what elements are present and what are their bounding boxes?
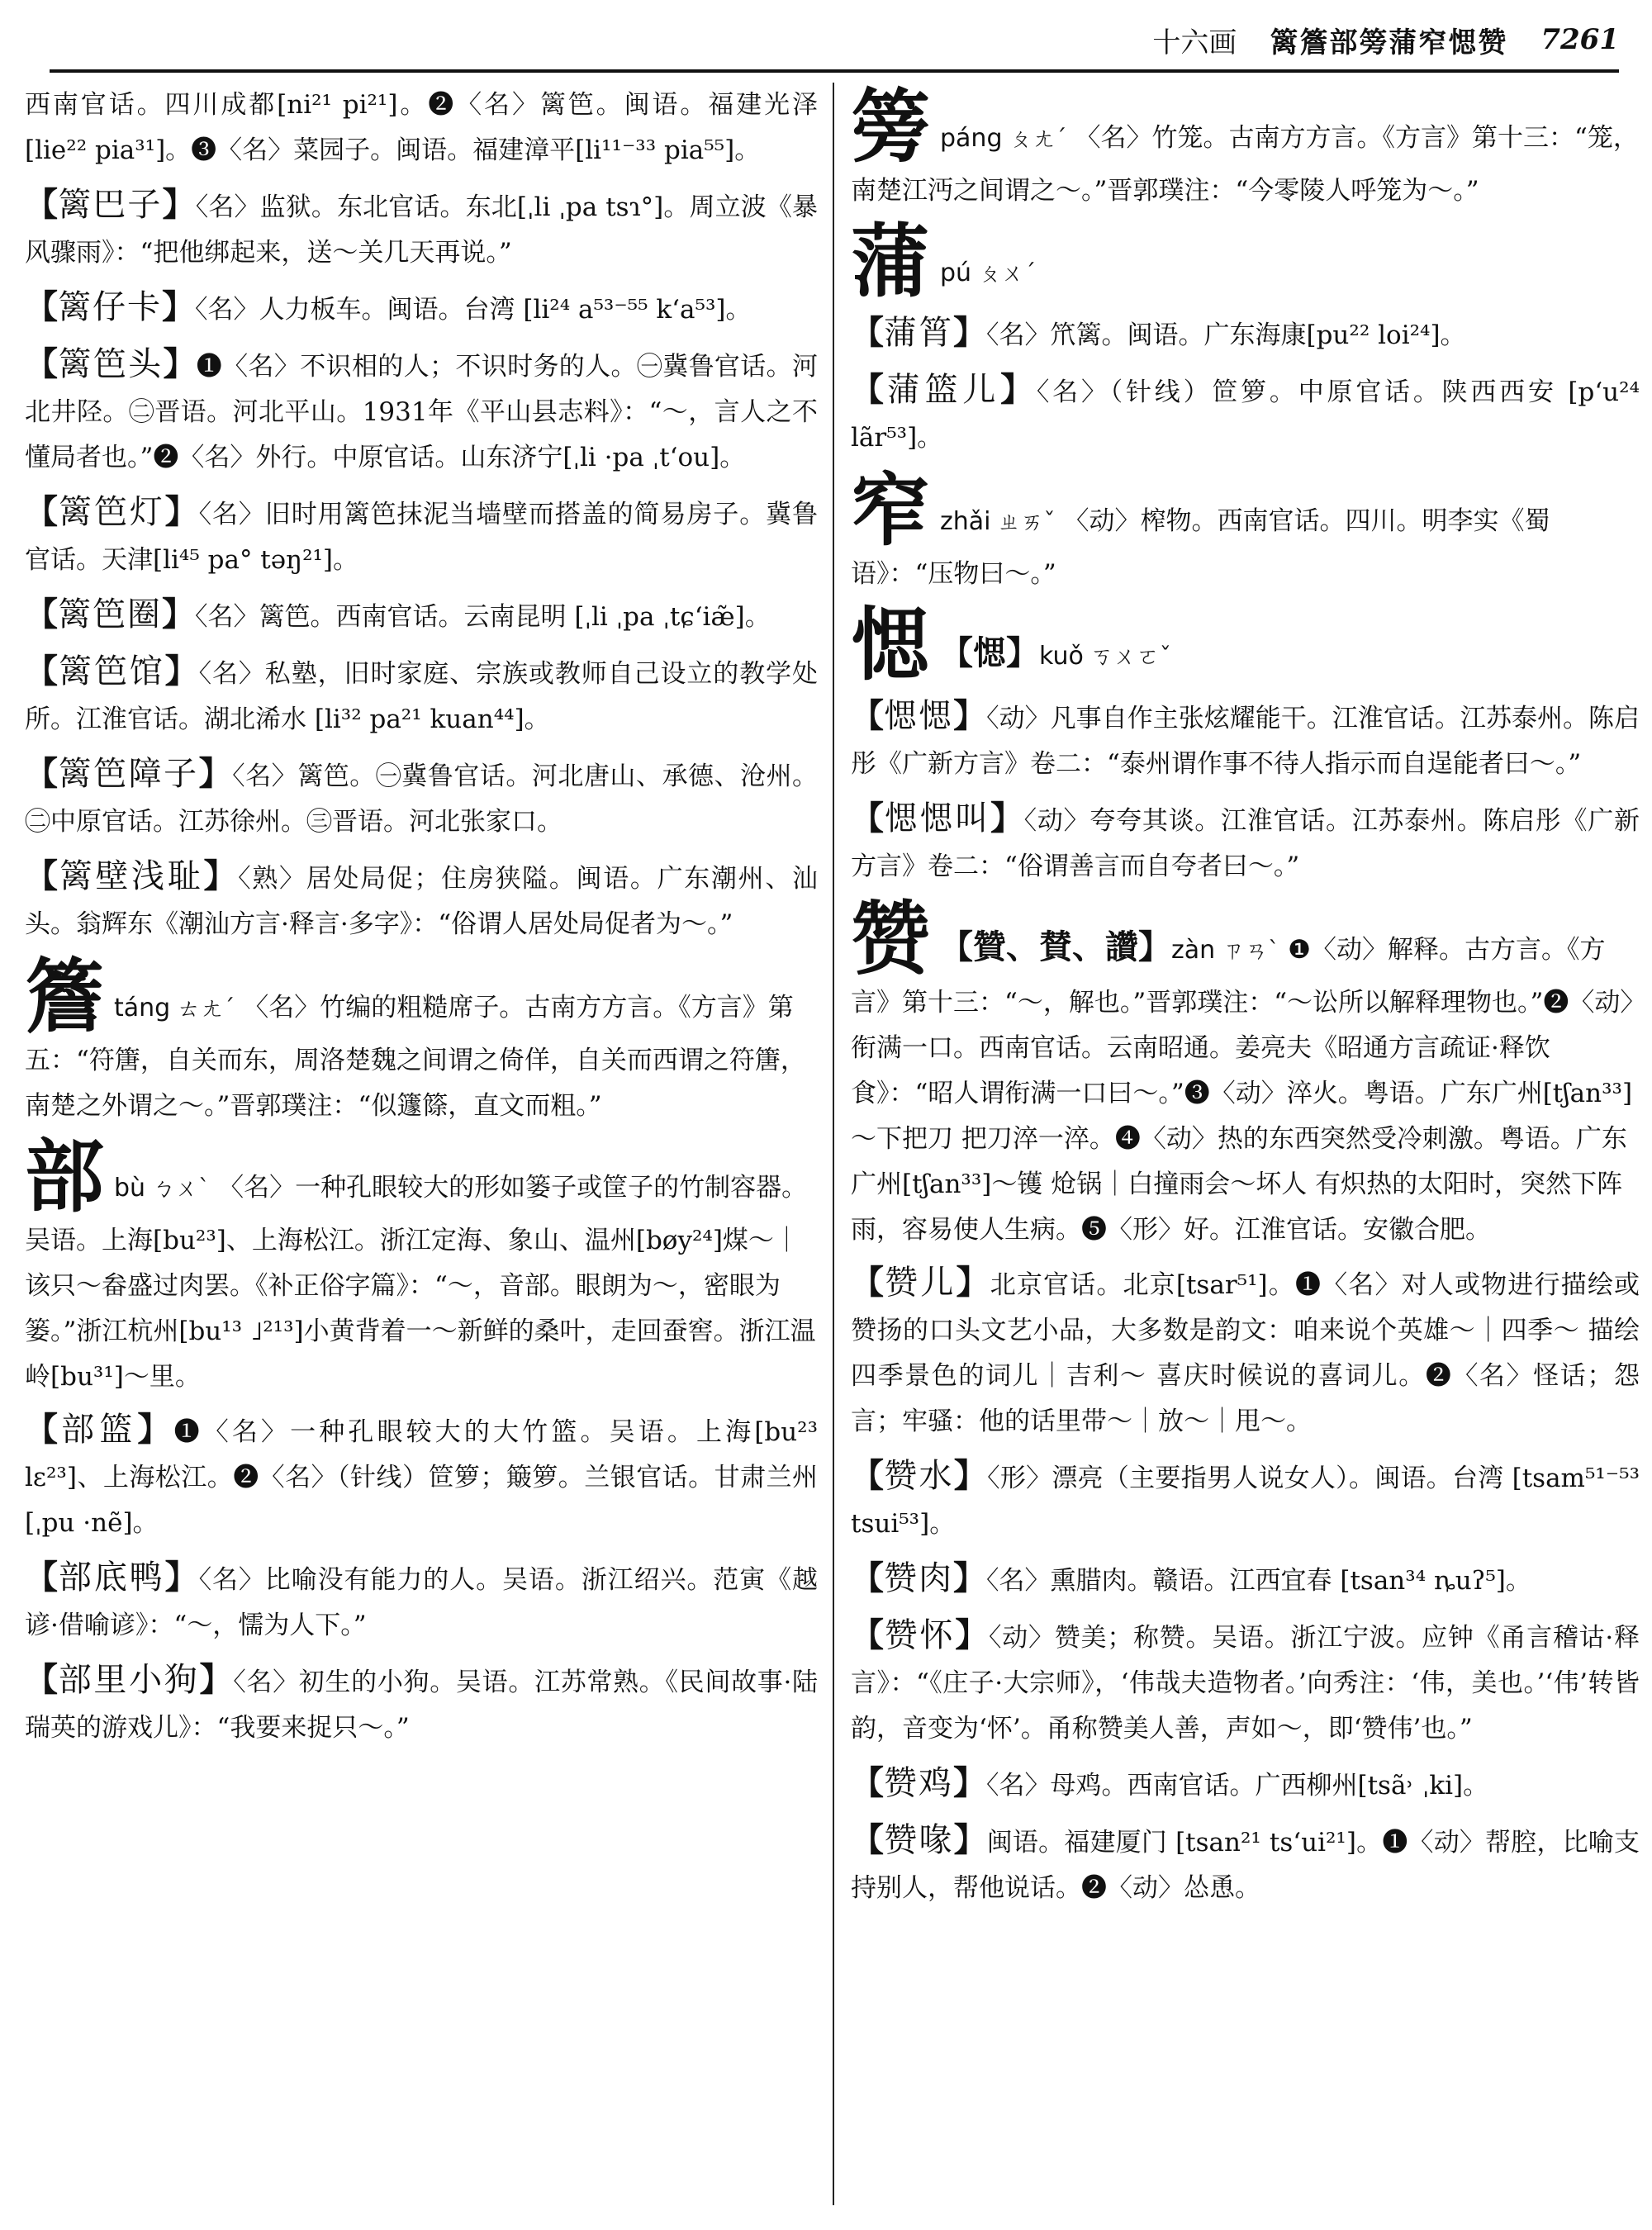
variant-forms: 【愢】 — [940, 633, 1039, 672]
head-character: 赞 — [851, 892, 930, 985]
definition-text: 〈名〉笊篱。闽语。广东海康[pu²² loi²⁴]。 — [986, 320, 1466, 350]
right-bracket: 】 — [164, 492, 199, 531]
dictionary-entry — [25, 284, 818, 333]
entry-headword: 赞肉 — [884, 1559, 953, 1597]
left-bracket: 【 — [25, 595, 58, 633]
definition-text: 〈名〉一种孔眼较大的形如篓子或筐子的竹制容器。吴语。上海[bu²³]、上海松江。浙江定海、象山、温州[bøy²⁴]煤～｜该只～畚盛过肉罢。《补正俗字篇》：“～，音部。眼朗为～，密眼为篓。”浙江杭州[bu¹³ ˩²¹³]小黄背着一～新鲜的桑叶，走回蚕窖。浙江温岭[bu³¹]～里。 — [25, 1173, 816, 1392]
dictionary-entry — [851, 693, 1640, 787]
entry-headword: 蒲筲 — [884, 314, 953, 352]
character-entry — [851, 892, 1640, 1253]
definition-text: 〈名〉监狱。东北官话。东北[ˌli ˌpa tsɿ°]。周立波《暴风骤雨》：“把他绑起来，送～关几天再说。” — [25, 192, 819, 268]
dictionary-entry — [851, 1260, 1640, 1445]
left-bracket: 【 — [851, 1456, 885, 1495]
right-bracket: 】 — [953, 1820, 987, 1859]
left-bracket: 【 — [851, 313, 884, 352]
definition-text: 〈名〉初生的小狗。吴语。江苏常熟。《民间故事·陆瑞英的游戏儿》：“我要来捉只～。” — [25, 1668, 819, 1743]
left-bracket: 【 — [851, 799, 885, 837]
character-entry — [851, 463, 1640, 597]
dictionary-entry — [25, 1657, 818, 1751]
entry-headword: 部篮 — [61, 1411, 138, 1449]
left-bracket: 【 — [25, 344, 59, 383]
pinyin: táng — [114, 994, 171, 1022]
definition-text: 〈熟〉居处局促；住房狭隘。闽语。广东潮州、汕头。翁辉东《潮汕方言·释言·多字》：“俗谓人居处局促者为～。” — [25, 864, 819, 939]
stroke-section: 十六画 — [1152, 26, 1237, 59]
definition-text: 西南官话。四川成都[ni²¹ pi²¹]。❷〈名〉篱笆。闽语。福建光泽[lie²² pia³¹]。❸〈名〉菜园子。闽语。福建漳平[li¹¹⁻³³ pia⁵⁵]。 — [25, 90, 818, 165]
left-bracket: 【 — [851, 696, 885, 735]
definition-text: ❶〈名〉不识相的人；不识时务的人。㊀冀鲁官话。河北井陉。㊁晋语。河北平山。1931年《平山县志料》：“～，言人之不懂局者也。”❷〈名〉外行。中原官话。山东济宁[ˌli ·pa ˌtʻou]。 — [25, 352, 819, 472]
definition-text: 〈名〉篱笆。西南官话。云南昆明 [ˌli ˌpa ˌtɕʻiæ̃]。 — [195, 602, 771, 632]
dictionary-entry — [851, 367, 1640, 461]
zhuyin: ㄆㄤˊ — [1009, 125, 1067, 152]
right-bracket: 】 — [203, 856, 239, 895]
zhuyin: ㄓㄞˇ — [997, 508, 1056, 535]
pinyin: páng — [940, 124, 1003, 153]
left-bracket: 【 — [25, 185, 59, 224]
left-column — [25, 83, 818, 2213]
dictionary-entry — [851, 1555, 1640, 1604]
pinyin: zàn — [1171, 936, 1216, 965]
left-bracket: 【 — [851, 1616, 885, 1654]
entry-headword: 赞怀 — [884, 1616, 956, 1654]
head-character: 部 — [25, 1130, 104, 1223]
entry-headword: 篱笆馆 — [58, 652, 165, 690]
left-bracket: 【 — [25, 287, 58, 326]
head-character: 蒲 — [851, 215, 930, 308]
header-rule — [50, 69, 1619, 73]
head-character: 窄 — [851, 463, 930, 557]
right-bracket: 】 — [162, 287, 195, 326]
right-bracket: 】 — [199, 1660, 234, 1699]
left-bracket: 【 — [25, 492, 59, 531]
zhuyin: ㄎㄨㄛˇ — [1089, 643, 1171, 670]
definition-text: 〈动〉夸夸其谈。江淮官话。江苏泰州。陈启彤《广新方言》卷二：“俗谓善言而自夸者曰～。” — [851, 806, 1640, 881]
definition-text: 闽语。福建厦门 [tsan²¹ tsʻui²¹]。❶〈动〉帮腔，比喻支持别人，帮他说话。❷〈动〉怂恿。 — [851, 1828, 1640, 1903]
character-entry — [851, 598, 1640, 691]
entry-headword: 赞喙 — [884, 1821, 954, 1859]
character-entry — [851, 80, 1640, 214]
zhuyin: ㄅㄨˋ — [152, 1174, 211, 1202]
entry-headword: 赞鸡 — [884, 1764, 953, 1802]
right-bracket: 】 — [162, 185, 196, 224]
entry-headword: 篱笆圈 — [58, 595, 162, 633]
left-bracket: 【 — [25, 1660, 59, 1699]
character-entry — [851, 215, 1640, 308]
entry-headword: 蒲篮儿 — [886, 371, 1001, 409]
right-bracket: 】 — [953, 696, 987, 735]
left-bracket: 【 — [25, 1558, 59, 1597]
right-bracket: 】 — [198, 754, 233, 793]
definition-text: 〈名〉私塾，旧时家庭、宗族或教师自己设立的教学处所。江淮官话。湖北浠水 [li³² pa²¹ kuan⁴⁴]。 — [25, 659, 819, 734]
entry-headword: 赞儿 — [885, 1264, 957, 1302]
entry-headword: 部底鸭 — [58, 1559, 165, 1597]
dictionary-entry — [25, 751, 818, 845]
head-character: 愢 — [851, 598, 930, 691]
right-column — [851, 80, 1640, 2213]
pinyin: bù — [114, 1174, 146, 1203]
definition-text: 〈名〉竹编的粗糙席子。古南方方言。《方言》第五：“符篖，自关而东，周洛楚魏之间谓之倚佯，自关而西谓之符篖，南楚之外谓之～。”晋郭璞注：“似籧篨，直文而粗。” — [25, 993, 806, 1121]
dictionary-entry — [25, 648, 818, 743]
pinyin: zhǎi — [940, 507, 991, 536]
left-bracket: 【 — [25, 856, 59, 895]
variant-forms: 【贊、賛、讚】 — [940, 928, 1171, 966]
left-bracket: 【 — [25, 1410, 62, 1449]
entry-headword: 愢愢叫 — [884, 799, 990, 837]
dictionary-entry — [25, 591, 818, 640]
right-bracket: 】 — [953, 1559, 986, 1597]
left-bracket: 【 — [851, 1763, 884, 1802]
character-entry — [25, 950, 818, 1129]
zhuyin: ㄗㄢˋ — [1222, 937, 1280, 964]
dictionary-entry — [851, 795, 1640, 890]
entry-continuation — [25, 83, 818, 173]
definition-text: 〈名〉母鸡。西南官话。广西柳州[tsã˒ ˌki]。 — [986, 1771, 1489, 1801]
entry-headword: 篱笆头 — [58, 345, 164, 383]
page-header — [50, 15, 1619, 64]
definition-text: 〈动〉榨物。西南官话。四川。明李实《蜀语》：“压物曰～。” — [851, 506, 1550, 589]
definition-text: 〈名〉人力板车。闽语。台湾 [li²⁴ a⁵³⁻⁵⁵ kʻa⁵³]。 — [195, 295, 752, 325]
right-bracket: 】 — [990, 799, 1024, 837]
right-bracket: 】 — [162, 595, 195, 633]
head-character: 篣 — [851, 80, 930, 173]
dictionary-entry — [851, 1760, 1640, 1809]
zhuyin: ㄆㄨˊ — [978, 259, 1037, 287]
right-bracket: 】 — [163, 344, 197, 383]
entry-headword: 愢愢 — [884, 697, 954, 735]
left-bracket: 【 — [851, 1820, 885, 1859]
right-bracket: 】 — [953, 1763, 986, 1802]
dictionary-entry — [25, 1407, 818, 1546]
header-characters: 篱簷部篣蒲窄愢赞 — [1270, 26, 1508, 59]
head-character: 簷 — [25, 950, 104, 1043]
entry-headword: 赞水 — [884, 1457, 954, 1495]
definition-text: 〈名〉篱笆。㊀冀鲁官话。河北唐山、承德、沧州。㊁中原官话。江苏徐州。㊂晋语。河北张家口。 — [25, 762, 819, 837]
right-bracket: 】 — [137, 1410, 174, 1449]
entry-headword: 篱笆障子 — [58, 755, 199, 793]
dictionary-entry — [851, 310, 1640, 358]
definition-text: 〈名〉熏腊肉。赣语。江西宜春 [tsan³⁴ ȵuʔ⁵]。 — [986, 1566, 1531, 1596]
right-bracket: 】 — [953, 313, 986, 352]
definition-text: ❶〈名〉一种孔眼较大的大竹篮。吴语。上海[bu²³ lɛ²³]、上海松江。❷〈名〉（针线）笸箩；簸箩。兰银官话。甘肃兰州[ˌpu ·nẽ]。 — [25, 1417, 819, 1538]
right-bracket: 】 — [953, 1456, 988, 1495]
pinyin: pú — [940, 259, 972, 287]
right-bracket: 】 — [164, 652, 199, 690]
left-bracket: 【 — [25, 652, 59, 690]
dictionary-entry — [25, 182, 818, 276]
definition-text: 北京官话。北京[tsar⁵¹]。❶〈名〉对人或物进行描绘或赞扬的口头文艺小品，大多数是韵文：咱来说个英雄～｜四季～ 描绘四季景色的词儿｜吉利～ 喜庆时候说的喜词儿。❷〈名〉怪话；怨言；牢骚：他的话里带～｜放～｜甩～。 — [851, 1270, 1640, 1436]
character-entry — [25, 1130, 818, 1400]
definition-text: 〈名〉比喻没有能力的人。吴语。浙江绍兴。范寅《越谚·借喻谚》：“～，懦为人下。” — [25, 1565, 819, 1640]
dictionary-entry — [25, 853, 818, 947]
definition-text: 〈形〉漂亮（主要指男人说女人）。闽语。台湾 [tsam⁵¹⁻⁵³ tsui⁵³]。 — [851, 1464, 1640, 1539]
definition-text: 〈动〉凡事自作主张炫耀能干。江淮官话。江苏泰州。陈启彤《广新方言》卷二：“泰州谓作事不待人指示而自逞能者曰～。” — [851, 704, 1640, 779]
page-number: 7261 — [1540, 23, 1619, 56]
left-bracket: 【 — [851, 370, 887, 409]
left-bracket: 【 — [851, 1559, 884, 1597]
left-bracket: 【 — [25, 754, 59, 793]
entry-headword: 篱巴子 — [58, 186, 163, 224]
entry-headword: 篱仔卡 — [58, 288, 162, 326]
right-bracket: 】 — [164, 1558, 199, 1597]
dictionary-entry — [25, 341, 818, 481]
definition-text: 〈名〉竹笼。古南方方言。《方言》第十三：“笼，南楚江沔之间谓之～。”晋郭璞注：“今零陵人呼笼为～。” — [851, 123, 1639, 206]
definition-text: 〈名〉（针线）笸箩。中原官话。陕西西安 [pʻu²⁴ lãr⁵³]。 — [851, 377, 1640, 453]
definition-text: 〈名〉旧时用篱笆抹泥当墙壁而搭盖的简易房子。冀鲁官话。天津[li⁴⁵ pa° təŋ²¹]。 — [25, 500, 819, 575]
column-divider — [833, 83, 834, 2205]
dictionary-entry — [25, 489, 818, 583]
definition-text: ❶〈动〉解释。古方言。《方言》第十三：“～，解也。”晋郭璞注：“～讼所以解释理物也。”❷〈动〉衔满一口。西南官话。云南昭通。姜亮夫《昭通方言疏证·释饮食》：“昭人谓衔满一口曰～。”❸〈动〉淬火。粤语。广东广州[tʃan³³]～下把刀 把刀淬一淬。❹〈动〉热的东西突然受冷刺激。粤语。广东广州[tʃan³³]～镬 炝锅｜白撞雨会～坏人 有炽热的太阳时，突然下阵雨，容易使人生病。❺〈形〉好。江淮官话。安徽合肥。 — [851, 935, 1633, 1245]
dictionary-entry — [851, 1612, 1640, 1752]
entry-headword: 篱壁浅耻 — [59, 857, 204, 895]
dictionary-entry — [851, 1817, 1640, 1911]
dictionary-entry — [851, 1453, 1640, 1547]
entry-headword: 篱笆灯 — [58, 493, 165, 531]
zhuyin: ㄊㄤˊ — [177, 994, 235, 1022]
entry-headword: 部里小狗 — [58, 1661, 200, 1699]
right-bracket: 】 — [955, 1616, 989, 1654]
dictionary-entry — [25, 1554, 818, 1649]
right-bracket: 】 — [1000, 370, 1037, 409]
left-bracket: 【 — [851, 1263, 885, 1302]
definition-text: 〈动〉赞美；称赞。吴语。浙江宁波。应钟《甬言稽诂·释言》：“《庄子·大宗师》，‘伟哉夫造物者。’向秀注：‘伟，美也。’‘伟’转皆韵，音变为‘怀’。甬称赞美人善，声如～，即‘赞伟’也。” — [851, 1623, 1640, 1744]
right-bracket: 】 — [956, 1263, 990, 1302]
pinyin: kuǒ — [1039, 642, 1084, 671]
